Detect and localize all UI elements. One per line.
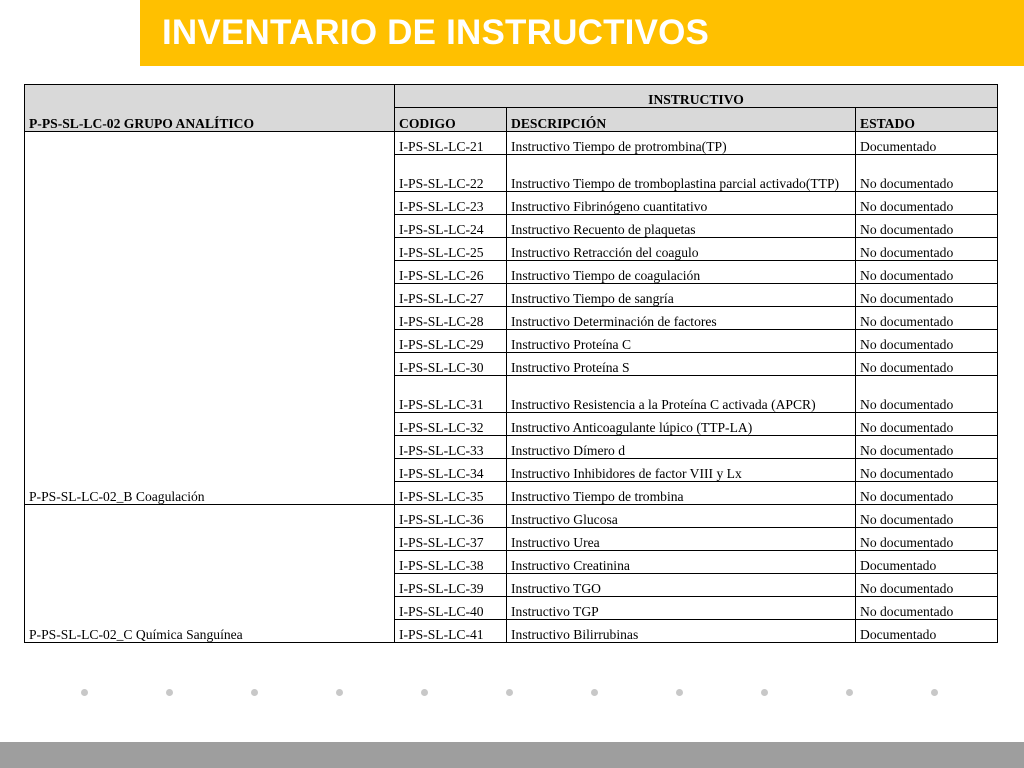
decorative-dots [0,686,1024,700]
group-name-cell: P-PS-SL-LC-02_C Química Sanguínea [25,505,395,643]
state-cell: No documentado [856,413,998,436]
state-cell: No documentado [856,192,998,215]
table-header [25,85,998,132]
description-cell: Instructivo Recuento de plaquetas [507,215,856,238]
description-cell: Instructivo TGP [507,597,856,620]
code-cell: I-PS-SL-LC-26 [395,261,507,284]
footer-bar [0,742,1024,768]
description-cell: Instructivo Proteína S [507,353,856,376]
description-cell: Instructivo Proteína C [507,330,856,353]
code-cell: I-PS-SL-LC-37 [395,528,507,551]
dot-decoration [846,689,853,696]
description-cell: Instructivo Tiempo de tromboplastina parcial activado(TTP) [507,155,856,192]
state-cell: No documentado [856,155,998,192]
description-cell: Instructivo TGO [507,574,856,597]
state-cell: No documentado [856,459,998,482]
state-cell: No documentado [856,238,998,261]
code-cell: I-PS-SL-LC-36 [395,505,507,528]
state-cell: No documentado [856,482,998,505]
dot-decoration [506,689,513,696]
code-cell: I-PS-SL-LC-27 [395,284,507,307]
column-header-codigo: CODIGO [395,108,507,132]
code-cell: I-PS-SL-LC-31 [395,376,507,413]
state-cell: No documentado [856,376,998,413]
inventory-table [24,84,998,643]
code-cell: I-PS-SL-LC-28 [395,307,507,330]
state-cell: No documentado [856,307,998,330]
state-cell: Documentado [856,132,998,155]
description-cell: Instructivo Determinación de factores [507,307,856,330]
dot-decoration [81,689,88,696]
code-cell: I-PS-SL-LC-25 [395,238,507,261]
state-cell: No documentado [856,436,998,459]
code-cell: I-PS-SL-LC-40 [395,597,507,620]
code-cell: I-PS-SL-LC-29 [395,330,507,353]
page-title: INVENTARIO DE INSTRUCTIVOS [162,13,710,52]
description-cell: Instructivo Glucosa [507,505,856,528]
description-cell: Instructivo Bilirrubinas [507,620,856,643]
state-cell: No documentado [856,353,998,376]
description-cell: Instructivo Creatinina [507,551,856,574]
description-cell: Instructivo Resistencia a la Proteína C activada (APCR) [507,376,856,413]
state-cell: Documentado [856,551,998,574]
dot-decoration [421,689,428,696]
instructivo-header: INSTRUCTIVO [395,85,998,108]
code-cell: I-PS-SL-LC-34 [395,459,507,482]
code-cell: I-PS-SL-LC-23 [395,192,507,215]
code-cell: I-PS-SL-LC-41 [395,620,507,643]
dot-decoration [761,689,768,696]
state-cell: No documentado [856,330,998,353]
code-cell: I-PS-SL-LC-21 [395,132,507,155]
description-cell: Instructivo Dímero d [507,436,856,459]
group-column-header: P-PS-SL-LC-02 GRUPO ANALÍTICO [25,85,395,132]
state-cell: No documentado [856,505,998,528]
dot-decoration [676,689,683,696]
code-cell: I-PS-SL-LC-32 [395,413,507,436]
code-cell: I-PS-SL-LC-35 [395,482,507,505]
description-cell: Instructivo Tiempo de coagulación [507,261,856,284]
code-cell: I-PS-SL-LC-30 [395,353,507,376]
dot-decoration [336,689,343,696]
description-cell: Instructivo Anticoagulante lúpico (TTP-LA) [507,413,856,436]
state-cell: No documentado [856,215,998,238]
dot-decoration [166,689,173,696]
description-cell: Instructivo Urea [507,528,856,551]
description-cell: Instructivo Inhibidores de factor VIII y Lx [507,459,856,482]
state-cell: No documentado [856,574,998,597]
code-cell: I-PS-SL-LC-33 [395,436,507,459]
state-cell: Documentado [856,620,998,643]
description-cell: Instructivo Tiempo de trombina [507,482,856,505]
description-cell: Instructivo Retracción del coagulo [507,238,856,261]
state-cell: No documentado [856,597,998,620]
table-row [25,505,998,528]
table-body [25,132,998,643]
dot-decoration [251,689,258,696]
column-header-estado: ESTADO [856,108,998,132]
state-cell: No documentado [856,528,998,551]
state-cell: No documentado [856,284,998,307]
column-header-descripcion: DESCRIPCIÓN [507,108,856,132]
code-cell: I-PS-SL-LC-39 [395,574,507,597]
dot-decoration [591,689,598,696]
dot-decoration [931,689,938,696]
title-banner [140,0,1024,66]
description-cell: Instructivo Tiempo de sangría [507,284,856,307]
description-cell: Instructivo Fibrinógeno cuantitativo [507,192,856,215]
code-cell: I-PS-SL-LC-24 [395,215,507,238]
state-cell: No documentado [856,261,998,284]
code-cell: I-PS-SL-LC-38 [395,551,507,574]
group-name-cell: P-PS-SL-LC-02_B Coagulación [25,132,395,505]
description-cell: Instructivo Tiempo de protrombina(TP) [507,132,856,155]
table-row [25,132,998,155]
code-cell: I-PS-SL-LC-22 [395,155,507,192]
